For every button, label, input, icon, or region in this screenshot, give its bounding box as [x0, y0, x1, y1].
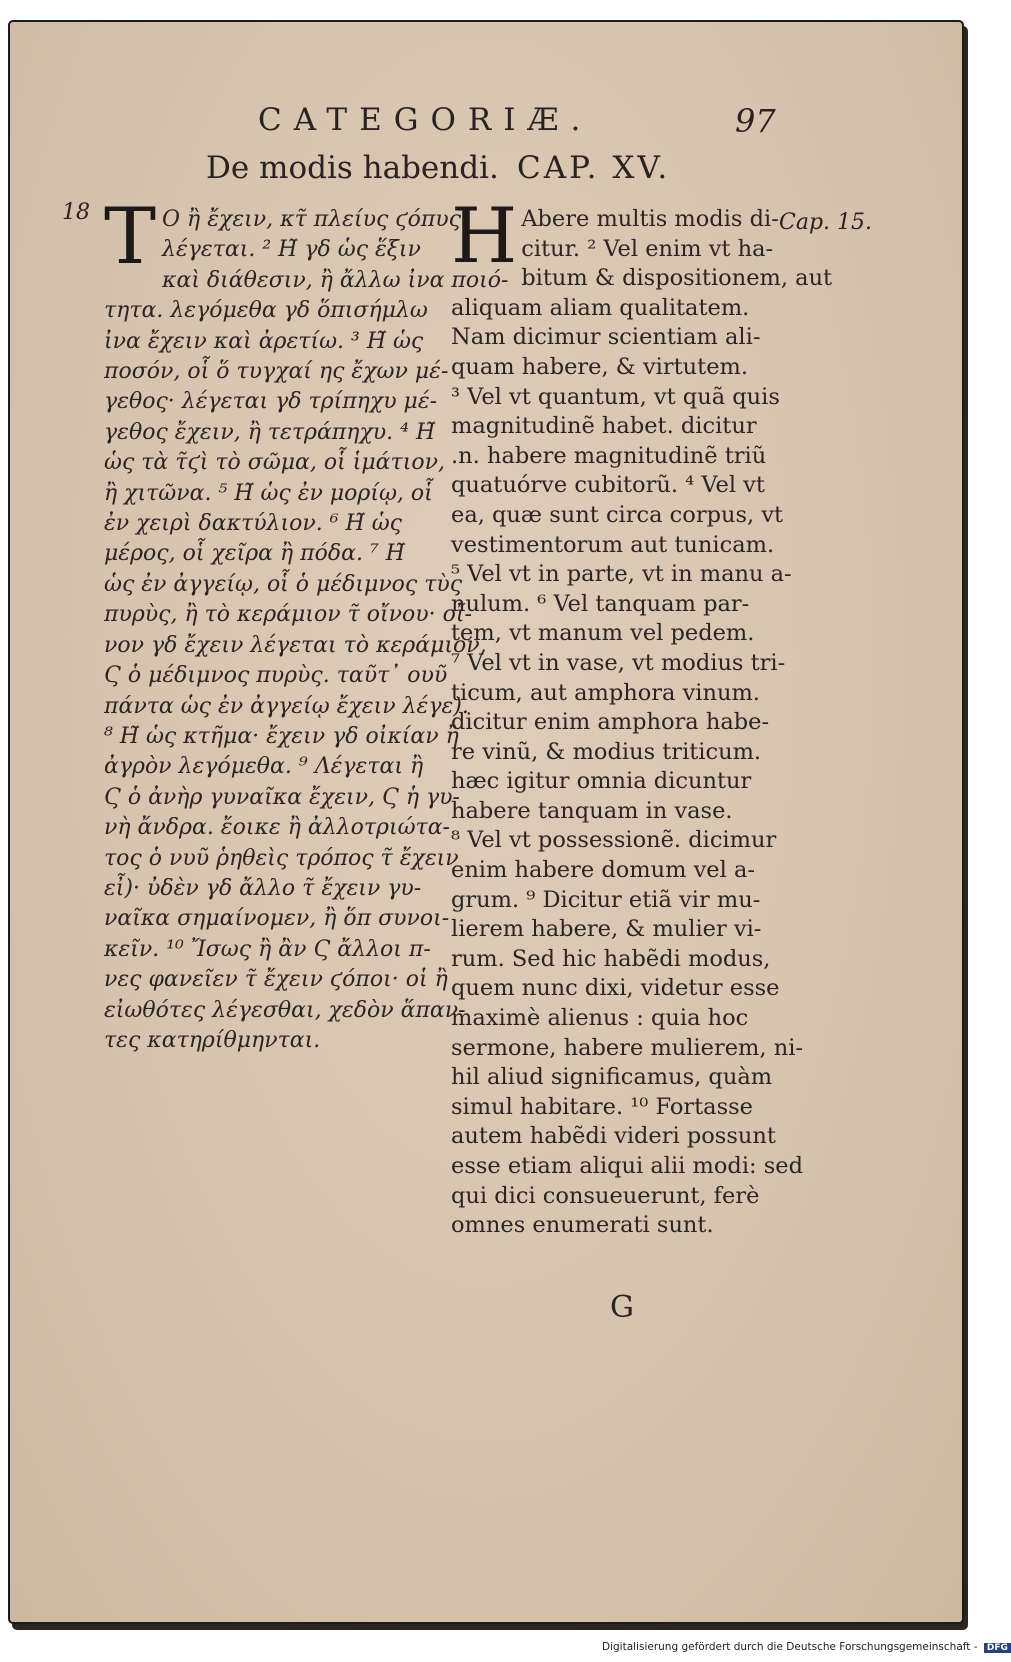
- chapter-label: CAP. XV.: [517, 150, 671, 186]
- text-line: νὴ ἄνδρα. ἔοικε ἢ ἀλλοτριώτα-: [104, 815, 450, 841]
- page-number: 97: [735, 102, 776, 140]
- text-line: ⁸ Vel vt possessionẽ. dicimur: [451, 827, 777, 854]
- text-line: νον γδ ἔχειν λέγεται τὸ κεράμιον,: [104, 632, 487, 658]
- margin-note: Cap. 15.: [779, 210, 873, 235]
- text-line: τητα. λεγόμεθα γδ ὅπισήμλω: [104, 298, 428, 324]
- text-line: ⁷ Vel vt in vase, vt modius tri-: [451, 649, 786, 676]
- text-line: ὡς τὰ τ̃ϛὶ τὸ σῶμα, οἷ ἱμάτιον,: [104, 450, 445, 476]
- text-line: maximè alienus : quia hoc: [451, 1005, 749, 1032]
- text-line: aliquam aliam qualitatem.: [451, 294, 750, 321]
- text-line: vestimentorum aut tunicam.: [451, 531, 775, 558]
- text-line: dicitur enim amphora habe-: [451, 709, 770, 736]
- text-line: ἐν χειρὶ δακτύλιον. ⁶ Η̃ ὡς: [104, 511, 402, 537]
- section-title: De modis habendi.: [206, 150, 499, 186]
- text-line: grum. ⁹ Dicitur etiã vir mu-: [451, 886, 761, 913]
- text-line: sermone, habere mulierem, ni-: [451, 1034, 803, 1061]
- text-line: Nam dicimur scientiam ali-: [451, 324, 761, 351]
- text-line: εἰωθότες λέγεσθαι, χεδὸν ἅπαν-: [104, 997, 466, 1023]
- text-line: magnitudinẽ habet. dicitur: [451, 413, 757, 440]
- text-line: quem nunc dixi, videtur esse: [451, 975, 780, 1002]
- text-line: .n. habere magnitudinẽ triũ: [451, 442, 767, 469]
- text-line: esse etiam aliqui alii modi: sed: [451, 1153, 804, 1179]
- text-line: ἰνα ἔχειν καὶ ἀρετίω. ³ Η̃ ὡς: [104, 328, 424, 354]
- latin-drop-cap: H: [451, 191, 518, 280]
- text-line: πυρὺς, ἢ τὸ κεράμιον τ̃ οἴνου· οἴ-: [104, 602, 472, 628]
- text-line: ⁵ Vel vt in parte, vt in manu a-: [451, 561, 792, 588]
- text-line: εἶ)· ὐδὲν γδ ἄλλο τ̃ ἔχειν γυ-: [104, 875, 422, 901]
- signature-mark: G: [610, 1290, 634, 1325]
- text-line: μέρος, οἷ χεῖρα ἢ πόδα. ⁷ Η̃: [104, 541, 405, 567]
- text-line: bitum & dispositionem, aut: [521, 265, 833, 292]
- text-line: ⁸ Η̃ ὡς κτῆμα· ἔχειν γδ οἰκίαν ἢ: [104, 723, 459, 749]
- text-line: quatuórve cubitorũ. ⁴ Vel vt: [451, 472, 765, 499]
- greek-text-column: [104, 192, 509, 1056]
- text-line: enim habere domum vel a-: [451, 857, 755, 884]
- text-line: lierem habere, & mulier vi-: [451, 916, 762, 943]
- footer-credit-text: Digitalisierung gefördert durch die Deutsche Forschungsgemeinschaft -: [602, 1641, 978, 1653]
- text-line: ea, quæ sunt circa corpus, vt: [451, 501, 784, 528]
- text-line: tem, vt manum vel pedem.: [451, 620, 755, 647]
- text-line: τος ὁ νυῦ ῥηθεὶς τρόπος τ̃ ἔχειν: [104, 845, 459, 871]
- text-line: quam habere, & virtutem.: [451, 353, 749, 380]
- text-line: autem habẽdi videri possunt: [451, 1123, 776, 1150]
- text-line: nulum. ⁶ Vel tanquam par-: [451, 590, 750, 617]
- text-line: ³ Vel vt quantum, vt quã quis: [451, 383, 780, 410]
- text-line: ὡς ἐν ἀγγείῳ, οἷ ὁ μέδιμνος τὺς: [104, 571, 463, 597]
- text-line: hil aliud significamus, quàm: [451, 1064, 773, 1091]
- text-line: ἢ χιτῶνα. ⁵ Η̃ ὡς ἐν μορίῳ, οἷ: [104, 480, 433, 506]
- text-line: καὶ διάθεσιν, ἢ ἄλλω ἰνα ποιό-: [162, 267, 509, 293]
- text-line: habere tanquam in vase.: [451, 797, 733, 824]
- text-line: hæc igitur omnia dicuntur: [451, 768, 752, 795]
- text-line: omnes enumerati sunt.: [451, 1212, 714, 1239]
- text-line: γεθος· λέγεται γδ τρίπηχυ μέ-: [104, 389, 438, 415]
- text-line: re vinũ, & modius triticum.: [451, 738, 762, 765]
- greek-lines: [104, 192, 509, 1056]
- text-line: νες φανεῖεν τ̃ ἔχειν ϛόποι· οἱ ἢ: [104, 967, 448, 993]
- text-line: Ϛ ὁ ἀνὴρ γυναῖκα ἔχειν, Ϛ ἡ γυ-: [104, 784, 460, 810]
- text-line: ἀγρὸν λεγόμεθα. ⁹ Λέγεται ἢ: [104, 754, 424, 780]
- text-line: τες κατηρίθμηνται.: [104, 1027, 321, 1053]
- text-line: Abere multis modis di-: [521, 206, 779, 232]
- text-line: γεθος ἔχειν, ἢ τετράπηχυ. ⁴ Η̃: [104, 419, 436, 445]
- footer-credit: [602, 1641, 1011, 1653]
- running-head: CATEGORIÆ.: [258, 102, 593, 138]
- greek-drop-cap: T: [104, 192, 157, 282]
- text-line: simul habitare. ¹⁰ Fortasse: [451, 1093, 753, 1120]
- text-line: κεῖν. ¹⁰ Ἴσως ἢ ἂν Ϛ ἄλλοι π-: [104, 936, 431, 962]
- text-line: ticum, aut amphora vinum.: [451, 679, 760, 706]
- text-line: λέγεται. ² Η̃ γδ ὡς ἕξιν: [162, 237, 421, 263]
- text-line: Ο ἢ ἔχειν, κτ̃ πλείυς ϛόπυς: [162, 207, 461, 232]
- text-line: qui dici consueuerunt, ferè: [451, 1182, 760, 1209]
- text-line: πάντα ὡς ἐν ἀγγείῳ ἔχειν λέγε).: [104, 693, 469, 719]
- dfg-logo: DFG: [984, 1643, 1011, 1653]
- text-line: citur. ² Vel enim vt ha-: [521, 235, 774, 262]
- text-line: rum. Sed hic habẽdi modus,: [451, 945, 771, 972]
- text-line: ναῖκα σημαίνομεν, ἢ ὅπ συνοι-: [104, 906, 450, 932]
- text-line: ποσόν, οἷ ὅ τυγχαί ης ἔχων μέ-: [104, 359, 449, 385]
- greek-margin-marker: 18: [62, 200, 90, 225]
- text-line: Ϛ ὁ μέδιμνος πυρὺς. ταῦτ᾽ ουῦ: [104, 663, 448, 689]
